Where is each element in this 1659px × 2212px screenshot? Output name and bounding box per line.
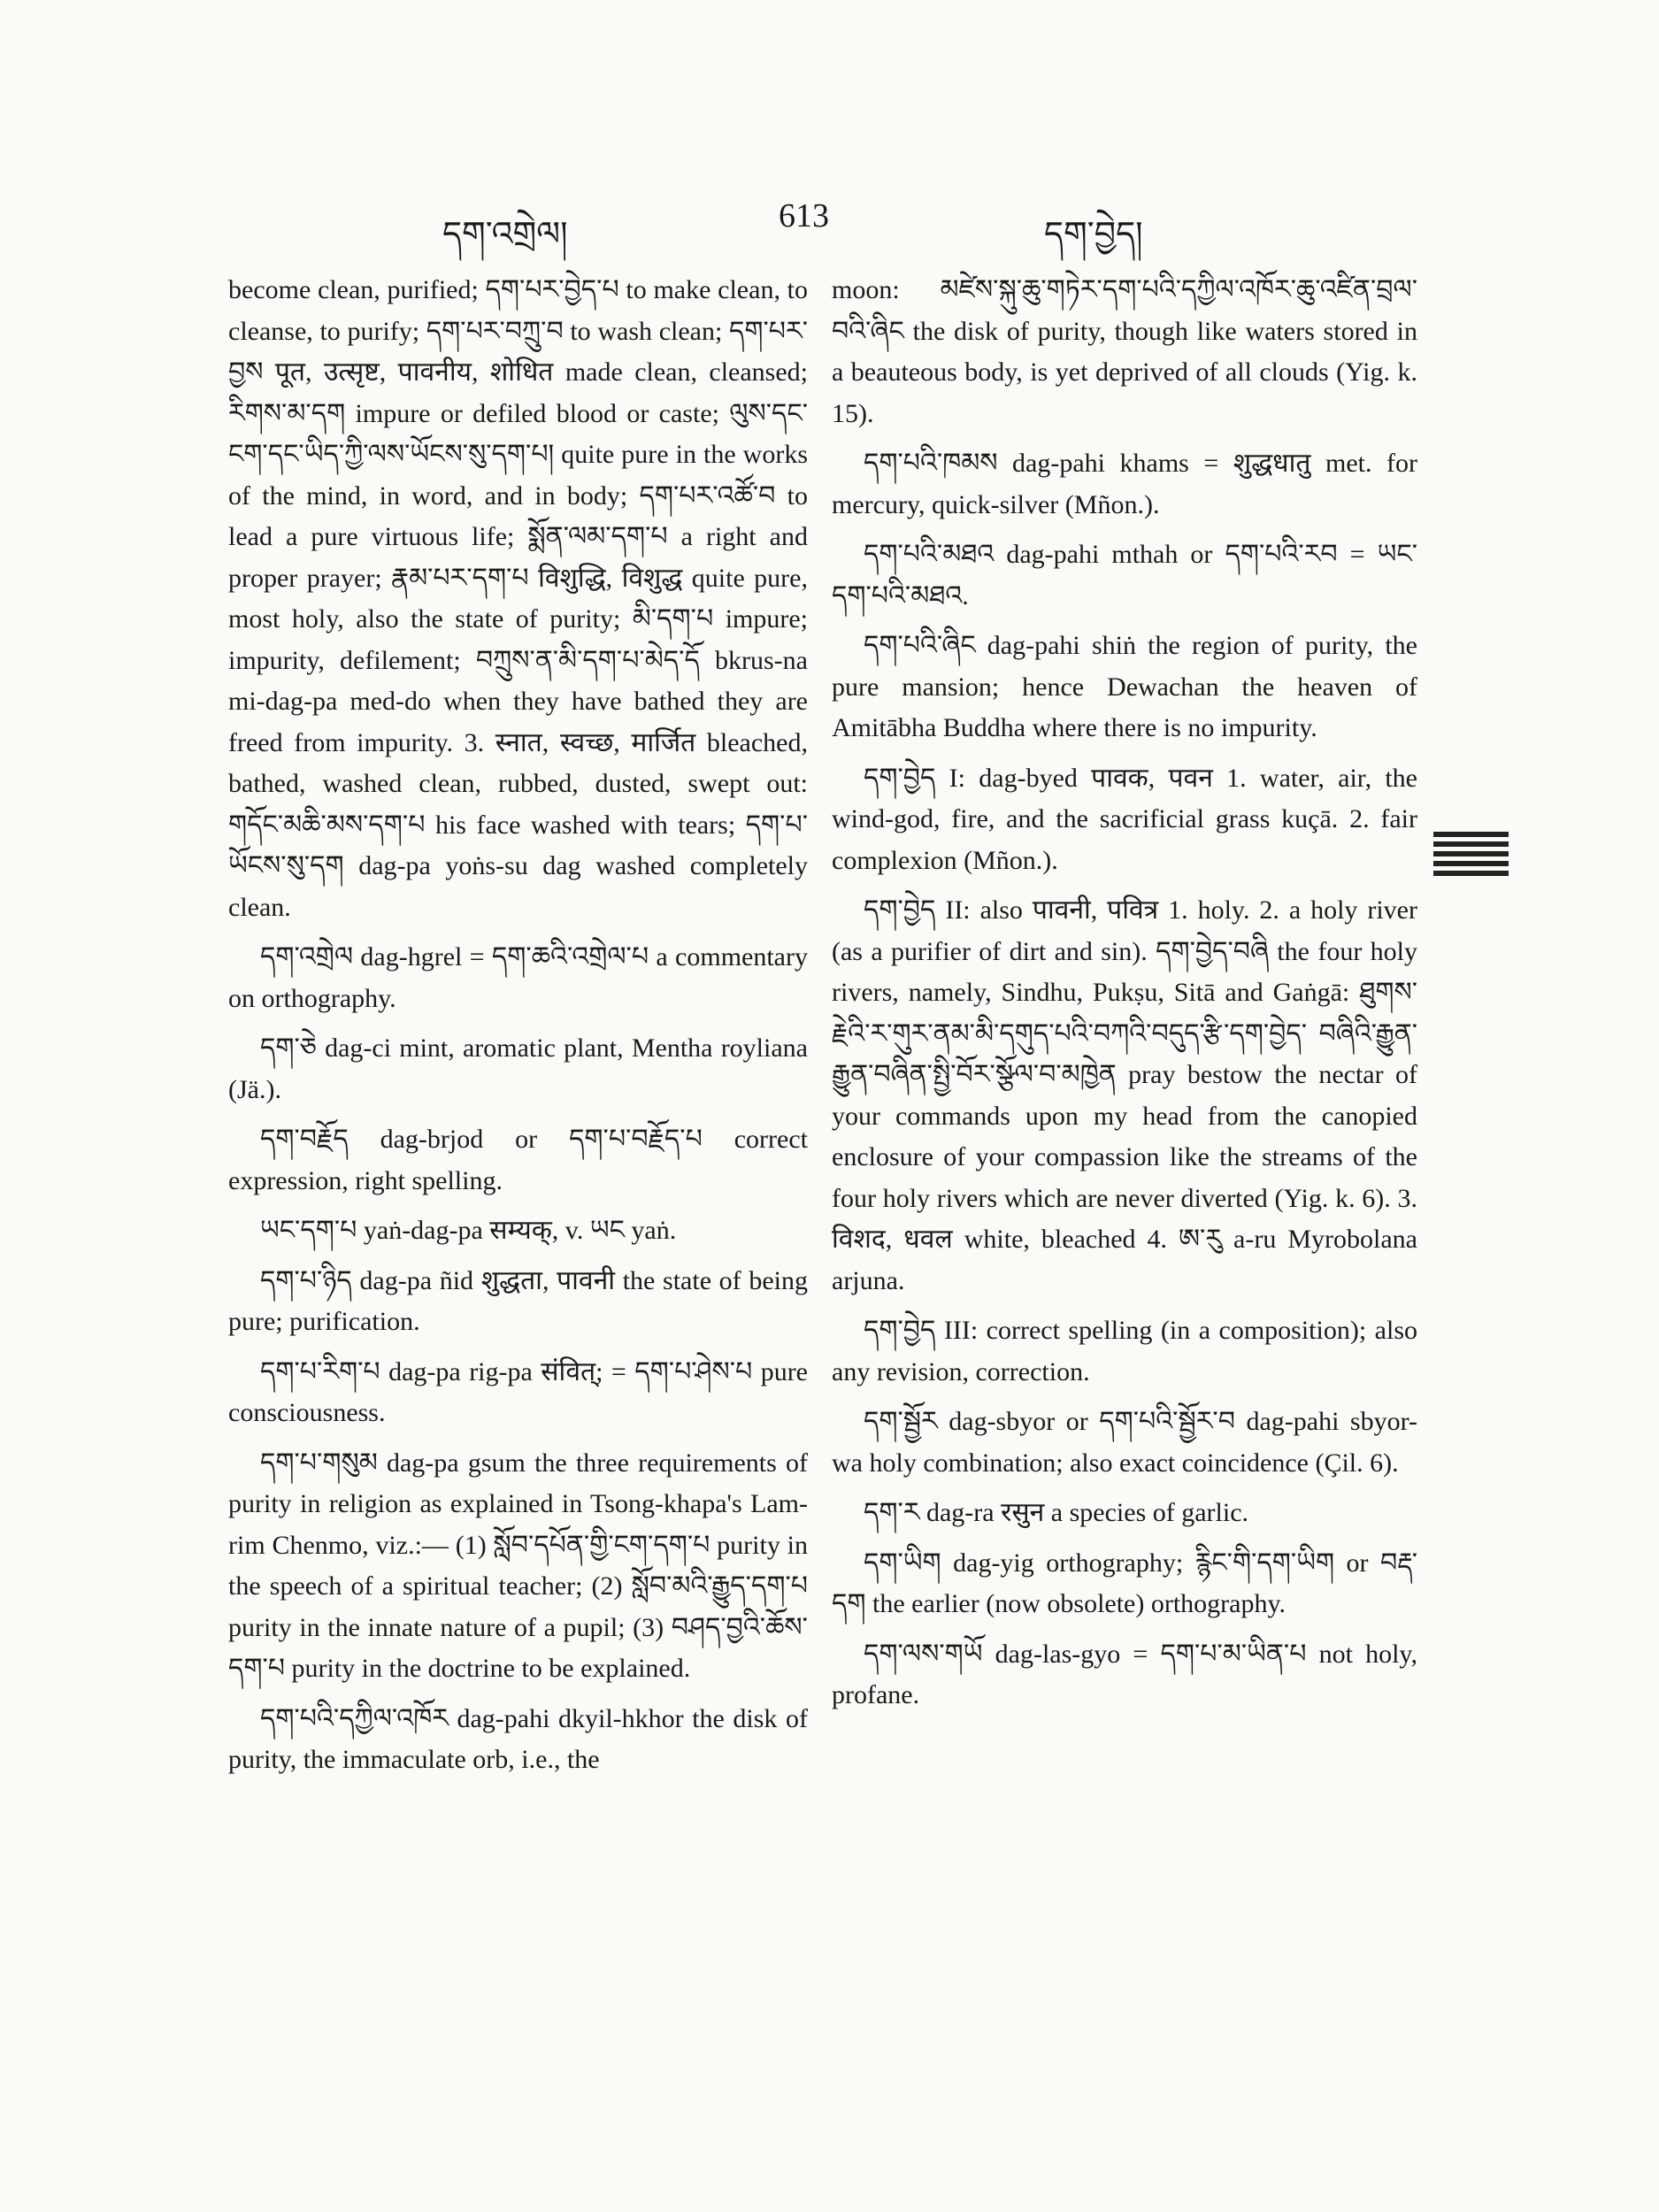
left-column	[228, 270, 808, 1790]
entry-text: དག་པ་གསུམ dag-pa gsum the three requirements of purity in religion as explained in Tsong-khapa's Lam-rim Chenmo, viz.:— (1) སློབ་དཔོན་གྱི་ངག་དག་པ purity in the speech of a spiritual teacher; (2) སློབ་མའི་རྒྱུད་དག་པ purity in the innate nature of a pupil; (3) བཤད་བྱའི་ཆོས་དག་པ purity in the doctrine to be explained.	[228, 1448, 808, 1683]
entry-text: ཡང་དག་པ yaṅ-dag-pa सम्यक्, v. ཡང yaṅ.	[260, 1216, 677, 1245]
entry-text: དག་འགྲེལ dag-hgrel = དག་ཆའི་འགྲེལ་པ a commentary on orthography.	[228, 942, 808, 1013]
section-thumb-mark	[1433, 827, 1509, 889]
entry-text: དག་ཡིག dag-yig orthography; རྙིང་གི་དག་ཡིག or བརྡ་དག the earlier (now obsolete) orthography.	[832, 1548, 1417, 1618]
entry-text: དག་ཅེ dag-ci mint, aromatic plant, Mentha royliana (Jä.).	[228, 1033, 808, 1104]
entry-text: become clean, purified; དག་པར་བྱེད་པ to make clean, to cleanse, to purify; དག་པར་བཀྲུ་བ to wash clean; དག་པར་བྱས पूत, उत्सृष्ट, पावनीय, शोधित made clean, cleansed; རིགས་མ་དག impure or defiled blood or caste; ལུས་དང་ངག་དང་ཡིད་ཀྱི་ལས་ཡོངས་སུ་དག་པ། quite pure in the works of the mind, in word, and in body; དག་པར་འཚོ་བ to lead a pure virtuous life; སྨོན་ལམ་དག་པ a right and proper prayer; རྣམ་པར་དག་པ विशुद्धि, विशुद्ध quite pure, most holy, also the state of purity; མི་དག་པ impure; impurity, defilement; བཀྲུས་ན་མི་དག་པ་མེད་དོ bkrus-na mi-dag-pa med-do when they have bathed they are freed from impurity. 3. स्नात, स्वच्छ, मार्जित bleached, bathed, washed clean, rubbed, dusted, swept out: གདོང་མཆི་མས་དག་པ his face washed with tears; དག་པ་ཡོངས་སུ་དག dag-pa yoṅs-su dag washed completely clean.	[228, 275, 808, 922]
entry-text: དག་ར dag-ra रसुन a species of garlic.	[864, 1498, 1249, 1527]
entry-headword-2: དག་བྱེད II: also पावनी, पवित्र 1. holy. 2. a holy river (as a purifier of dirt and sin). དག་བྱེད་བཞི the four holy rivers, namely, Sindhu, Pukṣu, Sitā and Gaṅgā: ཐུགས་རྗེའི་ར་གུར་ནམ་མི་དགུད་པའི་བཀའི་བདུད་རྩི་དག་བྱེད་ བཞིའི་རྒྱུན་རྒྱུན་བཞིན་སྤྱི་བོར་སྩོལ་བ་མཁྱེན pray bestow the nectar of your commands upon my head from the canopied enclosure of your compassion like the streams of the four holy rivers which are never diverted (Yig. k. 6). 3. विशद, धवल white, bleached 4. ཨ་རུ a-ru Myrobolana arjuna.	[832, 895, 1417, 1295]
entry-text: moon: མཛེས་སྐུ་ཆུ་གཏེར་དག་པའི་དཀྱིལ་འཁོར་ཆུ་འཛིན་བྲལ་ བའི་ཞིང the disk of purity, though like waters stored in a beauteous body, is yet deprived of all clouds (Yig. k. 15).	[832, 275, 1417, 428]
entry-text: དག་པ་ཉིད dag-pa ñid शुद्धता, पावनी the state of being pure; purification.	[228, 1265, 808, 1336]
entry-text: དག་པའི་དཀྱིལ་འཁོར dag-pahi dkyil-hkhor the disk of purity, the immaculate orb, i.e., the	[228, 1703, 808, 1774]
entry-headword-3: དག་བྱེད III: correct spelling (in a composition); also any revision, correction.	[832, 1316, 1417, 1386]
entry-text: དག་སྦྱོར dag-sbyor or དག་པའི་སྦྱོར་བ dag-pahi sbyor-wa holy combination; also exact coincidence (Çil. 6).	[832, 1407, 1417, 1478]
entry-text: དག་བརྗོད dag-brjod or དག་པ་བརྗོད་པ correct expression, right spelling.	[228, 1125, 808, 1195]
header-right-guide-word: དག་བྱེད།	[1044, 214, 1143, 253]
page-number: 613	[779, 197, 829, 234]
header-left-guide-word: དག་འགྲེལ།	[442, 214, 568, 253]
running-header	[0, 196, 1659, 253]
entry-text: དག་པའི་ཞིང dag-pahi shiṅ the region of purity, the pure mansion; hence Dewachan the heaven of Amitābha Buddha where there is no impurity.	[832, 631, 1417, 742]
entry-headword-1: དག་བྱེད I: dag-byed पावक, पवन 1. water, air, the wind-god, fire, and the sacrificial grass kuçā. 2. fair complexion (Mñon.).	[832, 763, 1417, 875]
entry-text: དག་པའི་ཁམས dag-pahi khams = शुद्धधातु met. for mercury, quick-silver (Mñon.).	[832, 449, 1417, 519]
right-column	[832, 270, 1417, 1725]
entry-text: དག་ལས་གཡོ dag-las-gyo = དག་པ་མ་ཡིན་པ not holy, profane.	[832, 1639, 1417, 1709]
entry-text: དག་པ་རིག་པ dag-pa rig-pa संवित्; = དག་པ་ཤེས་པ pure consciousness.	[228, 1356, 808, 1427]
entry-text: དག་པའི་མཐའ dag-pahi mthah or དག་པའི་རབ = ཡང་དག་པའི་མཐའ.	[832, 540, 1417, 611]
